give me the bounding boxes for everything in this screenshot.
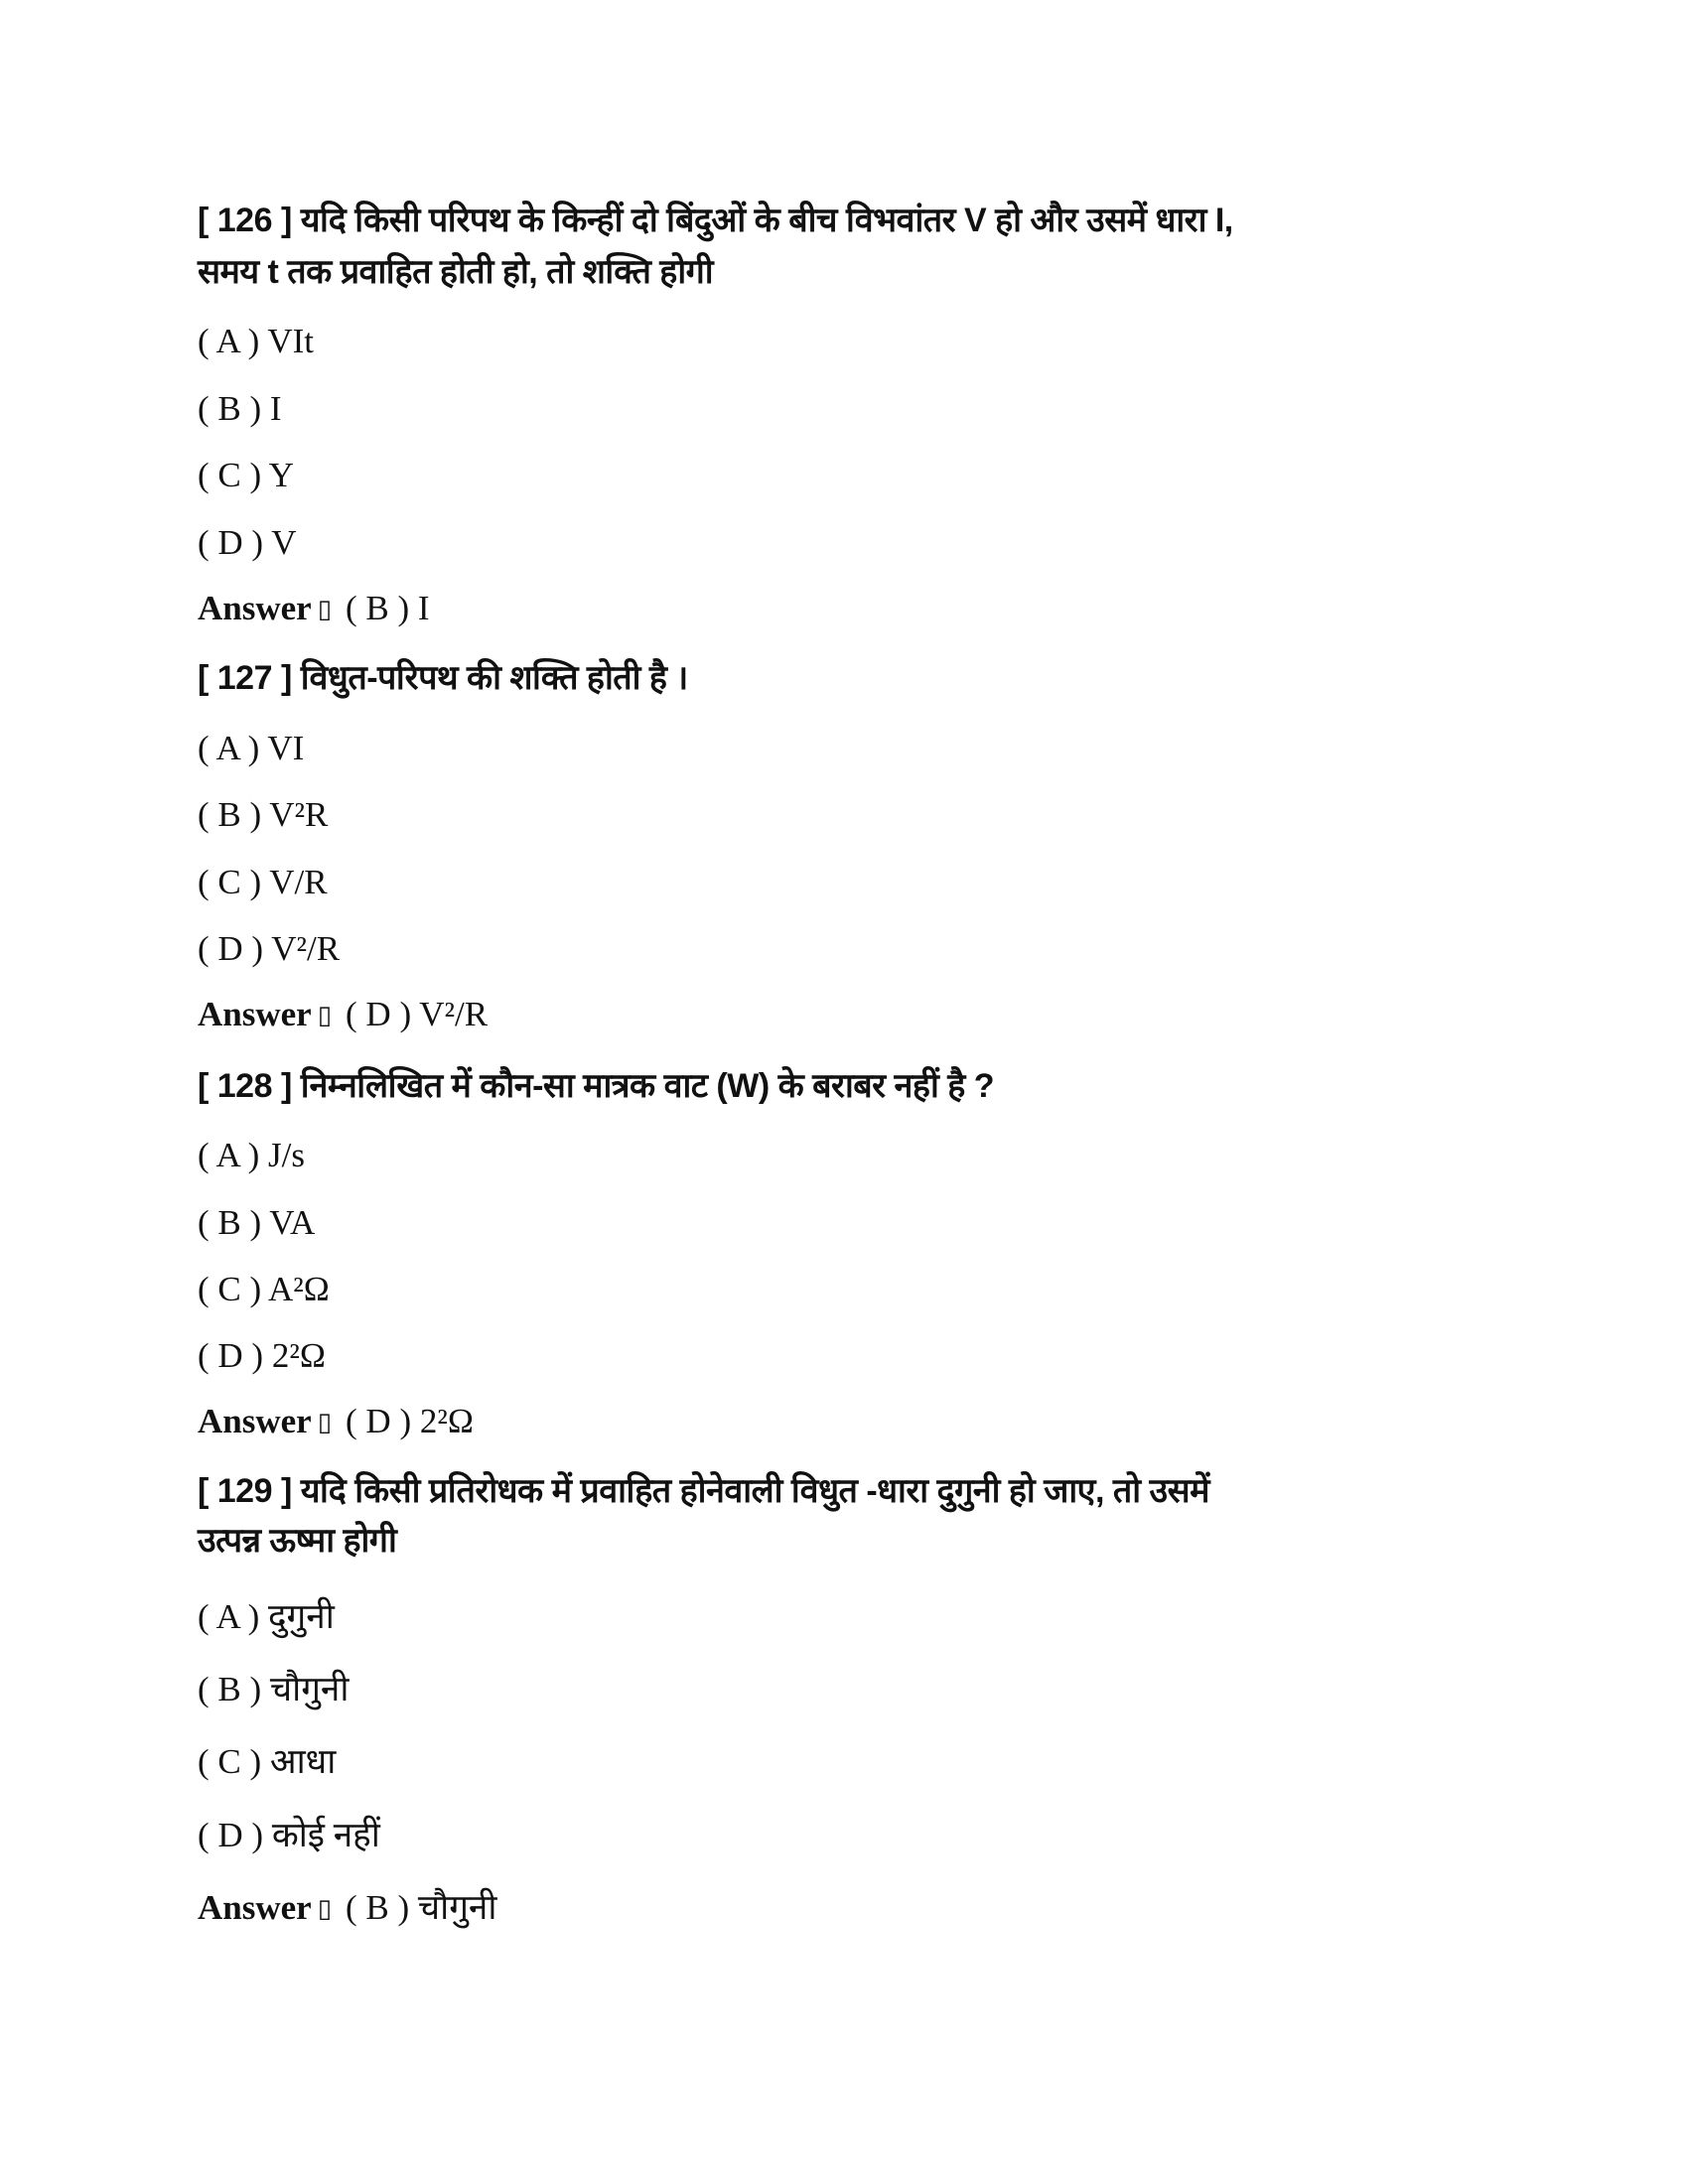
missing-glyph-icon: ▯ xyxy=(317,1001,333,1029)
answer-label: Answer xyxy=(198,1402,312,1440)
option-c: ( C ) A²Ω xyxy=(198,1270,330,1308)
option-b: ( B ) VA xyxy=(198,1203,316,1242)
option-a: ( A ) VIt xyxy=(198,322,314,360)
option-d: ( D ) V²/R xyxy=(198,929,341,968)
question-number: [ 128 ] xyxy=(198,1067,292,1105)
question-text: विधुत-परिपथ की शक्ति होती है । xyxy=(300,659,688,697)
option-b: ( B ) V²R xyxy=(198,795,329,834)
option-d: ( D ) कोई नहीं xyxy=(198,1816,380,1854)
answer-value: ( B ) I xyxy=(346,589,430,627)
question-text: निम्नलिखित में कौन-सा मात्रक वाट (W) के बराबर नहीं है ? xyxy=(300,1067,994,1105)
answer-label: Answer xyxy=(198,1888,312,1927)
question-127 xyxy=(198,656,688,700)
question-129-line1 xyxy=(198,1469,1209,1513)
question-129-line2: उत्पन्न ऊष्मा होगी xyxy=(198,1522,397,1560)
option-a: ( A ) दुगुनी xyxy=(198,1597,335,1636)
answer-129 xyxy=(198,1886,496,1931)
missing-glyph-icon: ▯ xyxy=(317,1408,333,1436)
option-a: ( A ) J/s xyxy=(198,1136,305,1174)
answer-value: ( D ) V²/R xyxy=(346,995,489,1033)
question-number: [ 126 ] xyxy=(198,202,292,239)
missing-glyph-icon: ▯ xyxy=(317,1894,333,1923)
answer-128 xyxy=(198,1400,474,1444)
question-text: यदि किसी परिपथ के किन्हीं दो बिंदुओं के बीच विभवांतर V हो और उसमें धारा I, xyxy=(300,202,1233,239)
answer-127 xyxy=(198,993,488,1037)
answer-126 xyxy=(198,587,430,631)
question-126-line2: समय t तक प्रवाहित होती हो, तो शक्ति होगी xyxy=(198,253,714,291)
answer-label: Answer xyxy=(198,589,312,627)
option-c: ( C ) Y xyxy=(198,456,294,494)
option-b: ( B ) I xyxy=(198,389,282,428)
option-c: ( C ) आधा xyxy=(198,1742,337,1781)
option-c: ( C ) V/R xyxy=(198,863,328,901)
question-text: यदि किसी प्रतिरोधक में प्रवाहित होनेवाली विधुत -धारा दुगुनी हो जाए, तो उसमें xyxy=(300,1472,1209,1510)
question-number: [ 127 ] xyxy=(198,659,292,697)
answer-value: ( D ) 2²Ω xyxy=(346,1402,474,1440)
question-128 xyxy=(198,1064,994,1108)
option-d: ( D ) 2²Ω xyxy=(198,1336,326,1375)
option-d: ( D ) V xyxy=(198,523,297,562)
missing-glyph-icon: ▯ xyxy=(317,595,333,623)
answer-value: ( B ) चौगुनी xyxy=(346,1888,497,1927)
answer-label: Answer xyxy=(198,995,312,1033)
option-b: ( B ) चौगुनी xyxy=(198,1670,350,1708)
question-126-line1 xyxy=(198,199,1233,242)
question-number: [ 129 ] xyxy=(198,1472,292,1510)
option-a: ( A ) VI xyxy=(198,729,305,767)
